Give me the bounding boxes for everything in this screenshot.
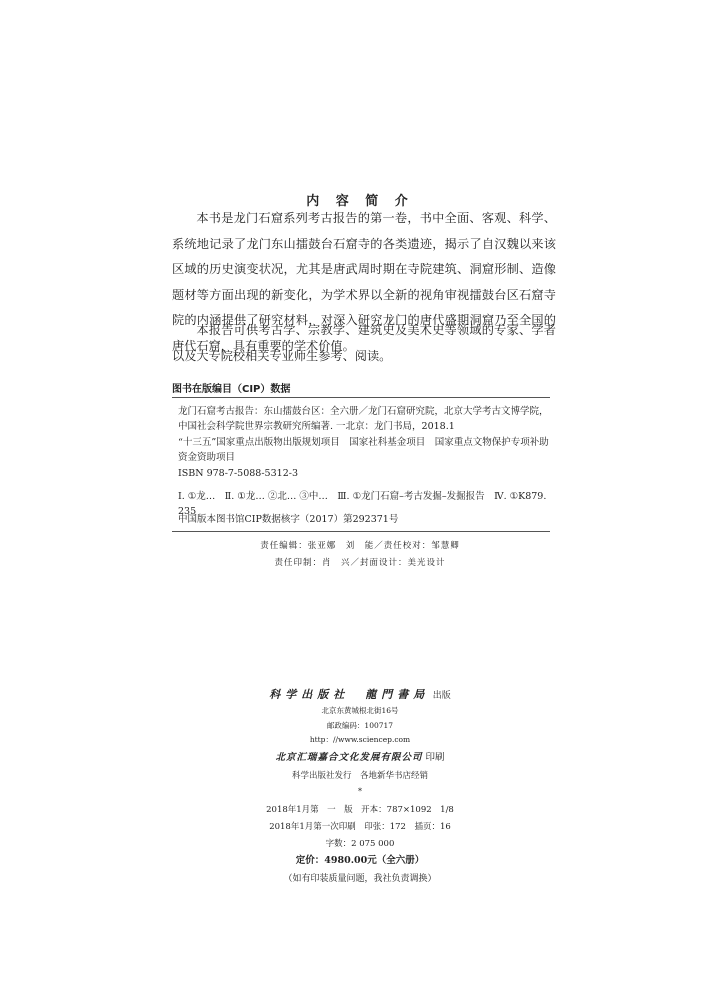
cip-bottom-rule bbox=[172, 531, 550, 532]
publisher-line bbox=[0, 689, 720, 702]
distribution-line: 科学出版社发行 各地新华书店经销 bbox=[291, 771, 428, 781]
intro-paragraph-2: 本报告可供考古学、宗教学、建筑史及美术史等领域的专家、学者以及大专院校相关专业师生参考、阅读。 bbox=[172, 323, 556, 363]
quality-notice: （如有印装质量问题，我社负责调换） bbox=[283, 874, 437, 884]
intro-paragraph-1: 本书是龙门石窟系列考古报告的第一卷，书中全面、客观、科学、系统地记录了龙门东山擂鼓台石窟寺的各类遗迹，揭示了自汉魏以来该区域的历史演变状况，尤其是唐武周时期在寺院建筑、洞窟形制、造像题材等方面出现的新变化，为学术界以全新的视角审视擂鼓台区石窟寺院的内涵提供了研究材料，对深入研究龙门的唐代盛期洞窟乃至全国的唐代石窟，具有重要的学术价值。 bbox=[172, 211, 556, 353]
cip-top-rule bbox=[172, 397, 550, 398]
credits-editors: 责任编辑：张亚娜 刘 能／责任校对：邹慧卿 bbox=[260, 541, 460, 551]
cip-isbn: ISBN 978-7-5088-5312-3 bbox=[178, 468, 298, 479]
cip-number: 中国版本图书馆CIP数据核字（2017）第292371号 bbox=[178, 514, 399, 525]
cip-classification: Ⅰ. ①龙… Ⅱ. ①龙… ②北… ③中… Ⅲ. ①龙门石窟–考古发掘–发掘报告 Ⅳ. ①K879. 235 bbox=[178, 491, 547, 517]
word-count: 字数：2 075 000 bbox=[325, 839, 395, 849]
cip-funding: “十三五”国家重点出版物出版规划项目 国家社科基金项目 国家重点文物保护专项补助资金资助项目 bbox=[178, 437, 549, 463]
publisher-address: 北京东黄城根北街16号 bbox=[321, 706, 399, 715]
intro-title: 内 容 简 介 bbox=[306, 194, 414, 209]
printing-line: 2018年1月第一次印刷 印张：172 插页：16 bbox=[269, 822, 451, 832]
publisher-url: http：//www.sciencep.com bbox=[309, 735, 411, 744]
price-line: 定价：4980.00元（全六册） bbox=[295, 855, 425, 866]
publisher-longmen-bookstore: 龍門書局 bbox=[365, 688, 430, 701]
publisher-postcode: 邮政编码：100717 bbox=[326, 721, 394, 730]
credits-production: 责任印制：肖 兴／封面设计：美光设计 bbox=[274, 558, 446, 568]
cip-bibliography: 龙门石窟考古报告：东山擂鼓台区：全六册／龙门石窟研究院，北京大学考古文博学院，中国社会科学院世界宗教研究所编著. 一北京：龙门书局，2018.1 bbox=[178, 406, 549, 432]
printer-suffix: 印刷 bbox=[425, 752, 445, 763]
publisher-science-press: 科学出版社 bbox=[269, 688, 350, 701]
separator-star: * bbox=[358, 787, 362, 796]
publish-suffix: 出版 bbox=[432, 691, 451, 701]
edition-line: 2018年1月第 一 版 开本：787×1092 1/8 bbox=[266, 805, 454, 815]
printer-line bbox=[0, 752, 720, 764]
printer-name: 北京汇瑞嘉合文化发展有限公司 bbox=[275, 752, 423, 763]
cip-heading: 图书在版编目（CIP）数据 bbox=[172, 384, 291, 395]
